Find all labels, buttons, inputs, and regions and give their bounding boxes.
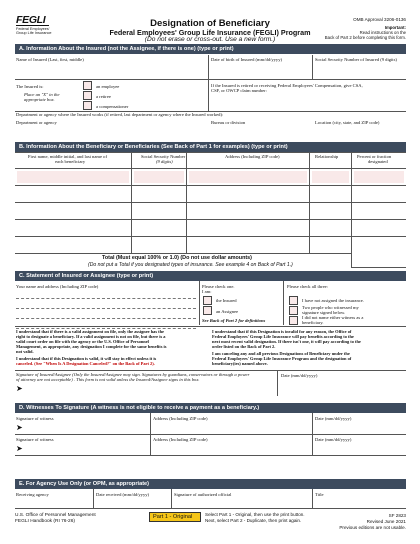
divider [199,281,200,325]
insured-signature-label-1: Signature of Insured/Assignee (Only the Insured/Assignee may sign. Signatures by guardians, conservators or through a power [16,372,250,377]
arrow-icon: ➤ [16,384,23,393]
beneficiary-row-2[interactable] [15,186,406,201]
statement-right-7: beneficiary(ies) named above. [212,361,268,366]
part-selector[interactable] [149,512,201,522]
witness-1-signature-field[interactable] [15,414,150,434]
opm-label: U.S. Office of Personnel Management [15,513,96,518]
place-x-2: appropriate box. [24,97,55,102]
addr-line-1[interactable] [16,298,196,299]
statement-right-2: Federal Employees' Group Life Insurance will pay benefits according to the [212,334,354,339]
witness-2-signature-label: Signature of witness [16,437,54,442]
statement-right-3: next most recent valid designation. If there isn't one, it will pay according to the [212,339,361,344]
bureau-field[interactable] [208,118,312,136]
section-c-header: C. Statement of Insured or Assignee (type or print) [15,271,406,281]
section-a-header: A. Information About the Insured (not the Assignee, if there is one) (type or print) [15,44,406,54]
check-all-label: Please check all three: [287,284,328,289]
row-line [15,79,406,80]
title-field[interactable] [312,490,406,508]
not-assigned-checkbox[interactable] [289,296,298,305]
beneficiary-row-1-address[interactable] [189,171,307,183]
bureau-label: Bureau or division [211,120,246,125]
statement-right-1: I understand that if this Designation is invalid for any reason, the Office of [212,329,352,334]
retired-claim-label-2: CSF, or OWCP claim number: [211,88,267,93]
previous-editions: Previous editions are not usable. [339,525,406,530]
col-name-2: each beneficiary [55,159,86,164]
employee-label: an employee [96,84,120,89]
assignee-option-label: an Assignee [216,309,239,314]
col-address: Address (Including ZIP code) [225,154,280,159]
section-b-header: B. Information About the Beneficiary or Beneficiaries (See Back of Part 1 for examples) (type or print) [15,142,406,152]
sf-number: SF 2823 [388,513,406,518]
dob-label: Date of birth of Insured (mm/dd/yyyy) [211,57,283,62]
check-one-1: Please check one. [202,284,235,289]
statement-right-6: Federal Employees' Group Life Insurance Program and the designation of [212,356,352,361]
form-subtitle: Federal Employees' Group Life Insurance (FEGLI) Program [109,28,311,37]
statement-left-7: canceled. (See "When Is A Designation Canceled?" on the Back of Part 2). [16,361,155,366]
important-text-2: Back of Part 2 before completing this form. [324,35,406,40]
official-signature-field[interactable] [171,490,312,508]
location-label: Location (city, state, and ZIP code) [315,120,380,125]
statement-left-1: I understand that if there is a valid assignment on file, only the assignee has the [16,329,164,334]
receiving-agency-label: Receiving agency [16,492,49,497]
dept-field[interactable] [15,118,208,136]
witness-2-address-label: Address (Including ZIP code) [153,437,208,442]
place-x-1: Place an "X" in the [24,92,60,97]
insured-option-label: the Insured [216,298,237,303]
no-witness-label-2: beneficiary. [302,320,324,325]
table-line [351,267,406,268]
your-name-label: Your name and address (Including ZIP code) [16,284,99,289]
statement-right-5: I am canceling any and all previous Designations of Beneficiary under the [212,351,350,356]
important-label: Important: [384,25,406,30]
col-name-1: First name, middle initial, and last name of [28,154,107,159]
row-line [15,326,406,327]
addr-line-3[interactable] [16,318,196,319]
ssn-label: Social Security Number of Insured (9 digits) [315,57,397,62]
logo-sub-1: Federal Employees' [16,27,50,31]
insured-is-label: The Insured is: [16,84,44,89]
retiree-checkbox[interactable] [83,91,92,100]
title-label: Title [315,492,324,497]
statement-left-5: not valid. [16,349,34,354]
insured-signature-label-2: of attorney are not acceptable) . This form is not valid unless the Insured/Assignee signs in this box. [16,377,200,382]
insured-signature-field[interactable] [15,371,277,396]
retired-claim-label-1: If the Insured is retired or receiving Federal Employees' Compensation, give CSA, [211,83,363,88]
assignee-checkbox[interactable] [203,306,212,315]
statement-right-4: order listed on the Back of Part 2. [212,344,276,349]
date-received-field[interactable] [93,490,171,508]
col-percent-1: Percent or fraction [357,154,392,159]
statement-left-4: Management, as appropriate, any designation I complete for the same benefits is [16,344,167,349]
part-selector-label: Part 1 - Original [153,514,193,520]
official-signature-label: Signature of authorized official [174,492,232,497]
form-subtitle-2: (Do not erase or cross-out. Use a new form.) [144,36,276,43]
total-note: (Do not put a Total if you designated types of insurance. See example 4 on Back of Part 1.) [88,262,293,268]
claim-number-field[interactable] [208,95,406,110]
no-witness-beneficiary-checkbox[interactable] [289,316,298,325]
receiving-agency-field[interactable] [15,490,93,508]
signature-date-field[interactable] [278,371,406,396]
beneficiary-row-3[interactable] [15,203,406,218]
compensationer-label: a compensationer [96,104,129,109]
insured-checkbox[interactable] [203,296,212,305]
insured-name-label: Name of Insured (Last, first, middle) [16,57,84,62]
ssn-field[interactable] [312,55,406,79]
beneficiary-row-1-ssn[interactable] [134,171,184,183]
important-text-1: Read instructions on the [359,30,406,35]
date-received-label: Date received (mm/dd/yyyy) [96,492,150,497]
col-percent-2: designated [368,159,388,164]
witness-2-signature-field[interactable] [15,435,150,455]
signature-date-label: Date (mm/dd/yyyy) [281,373,318,378]
statement-left-2: right to designate a beneficiary. If a valid assignment is not on file, but there is a [16,334,166,339]
handbook-label: FEGLI Handbook (RI 76-26) [15,519,75,524]
logo-text: FEGLI [16,14,46,26]
no-witness-label-1: I did not name either witness as a [302,315,364,320]
row-line [15,455,406,456]
select-instruction-2: Next, select Part 2 - Duplicate, then print again. [205,518,302,523]
witness-2-date-field[interactable] [312,435,406,455]
see-back-note: See Back of Part 2 for definitions [202,318,266,323]
witness-2-address-field[interactable] [150,435,312,455]
beneficiary-row-1-percent[interactable] [354,171,404,183]
row-line [15,508,406,509]
witness-1-date-field[interactable] [312,414,406,434]
table-line [15,152,406,153]
form-title: Designation of Beneficiary [150,18,270,29]
witnessed-label-1: Two people who witnessed my [302,305,359,310]
beneficiary-row-1-relationship[interactable] [312,171,349,183]
location-field[interactable] [312,118,406,136]
beneficiary-row-1-name[interactable] [17,171,129,183]
not-assigned-label: I have not assigned the insurance. [302,298,364,303]
witness-1-address-field[interactable] [150,414,312,434]
col-ssn-2: (9 digits) [156,159,173,164]
col-ssn-1: Social Security Number [141,154,186,159]
retiree-label: a retiree [96,94,111,99]
witness-1-signature-label: Signature of witness [16,416,54,421]
arrow-icon: ➤ [16,444,23,453]
table-line [15,168,406,169]
statement-left-3: valid court order on file with the agency or the U.S. Office of Personnel [16,339,149,344]
witness-1-date-label: Date (mm/dd/yyyy) [315,416,352,421]
statement-left-6: I understand that if this Designation is valid, it will stay in effect unless it is [16,356,157,361]
witness-2-date-label: Date (mm/dd/yyyy) [315,437,352,442]
beneficiary-row-5[interactable] [15,237,406,252]
insured-name-field[interactable] [15,55,208,79]
section-d-header: D. Witnesses To Signature (A witness is not eligible to receive a payment as a beneficiary.) [15,403,406,413]
witnessed-checkbox[interactable] [289,306,298,315]
revised-date: Revised June 2021 [366,519,406,524]
dept-heading: Department or agency where the Insured works (if retired, last department or agency where the Insured worked): [16,112,224,117]
check-one-2: I am: [202,289,212,294]
col-relationship: Relationship [315,154,339,159]
dept-label: Department or agency [16,120,57,125]
compensationer-checkbox[interactable] [83,101,92,110]
omb-approval: OMB Approval 3206-0136 [353,17,406,22]
section-e-header: E. For Agency Use Only (or OPM, as appropriate) [15,479,406,489]
beneficiary-row-4[interactable] [15,220,406,235]
divider [283,281,284,325]
total-field[interactable] [351,253,406,267]
employee-checkbox[interactable] [83,81,92,90]
arrow-icon: ➤ [16,423,23,432]
witnessed-label-2: signature signed below. [302,310,346,315]
table-line [15,253,406,254]
addr-line-2[interactable] [16,308,196,309]
logo-sub-2: Group Life Insurance [16,31,52,35]
dob-field[interactable] [208,55,312,79]
select-instruction-1: Select Part 1 - Original, then use the print button. [205,512,305,517]
total-label: Total (Must equal 100% or 1.0) (Do not use dollar amounts) [102,255,252,261]
witness-1-address-label: Address (Including ZIP code) [153,416,208,421]
